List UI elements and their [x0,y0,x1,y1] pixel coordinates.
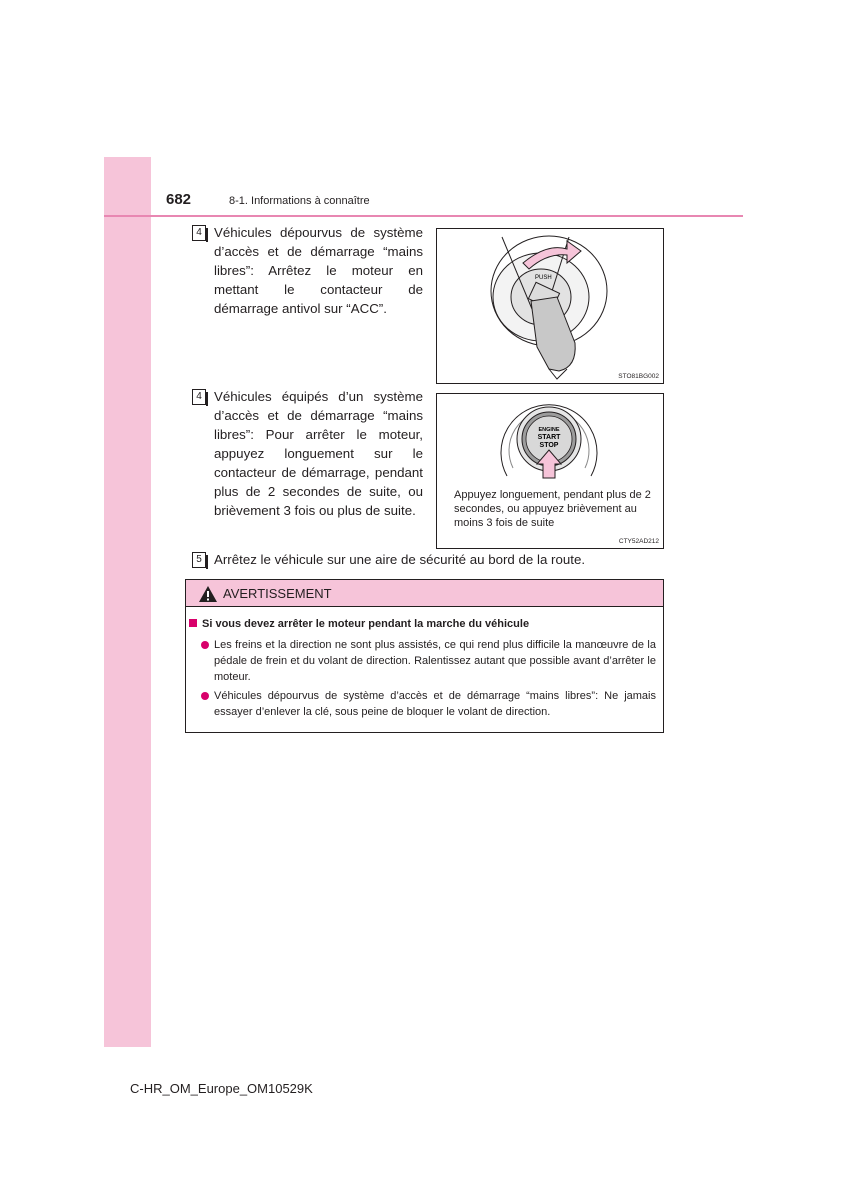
warning-title: AVERTISSEMENT [223,586,332,601]
header-rule [104,215,743,217]
warning-subtitle-text: Si vous devez arrêter le moteur pendant la marche du véhicule [202,618,530,630]
button-line: START [537,434,561,441]
step-number: 5 [192,552,206,568]
step-number: 4 [192,225,206,241]
step-text: Véhicules équipés d’un système d’accès et de démarrage “mains libres”: Pour arrêter le moteur, appuyez longuement sur le contacteur de démarrage, pendant plus de 2 secondes de suite, ou brièvement 3 fois ou plus de suite. [214,389,423,518]
figure-code: STO81BG002 [618,373,659,380]
figure-code: CTY52AD212 [618,538,659,545]
step-item [195,387,423,520]
section-title: 8-1. Informations à connaître [229,195,370,207]
warning-bullet [201,688,656,720]
warning-bullet [201,637,656,685]
step-item [195,223,423,318]
warning-bullet-text: Les freins et la direction ne sont plus assistés, ce qui rend plus difficile la manœuvre de la pédale de frein et du volant de direction. Ralentissez autant que possible avant d’arrêter le moteur. [214,639,656,683]
step-item [195,550,635,569]
page-number: 682 [166,191,192,208]
chapter-side-tab [104,157,151,1047]
warning-triangle-icon [198,585,218,603]
circle-bullet-icon [201,692,209,700]
warning-box [185,579,664,733]
circle-bullet-icon [201,641,209,649]
warning-bullet-text: Véhicules dépourvus de système d’accès et de démarrage “mains libres”: Ne jamais essayer d’enlever la clé, sous peine de bloquer le volant de direction. [214,690,656,718]
step-text: Arrêtez le véhicule sur une aire de sécurité au bord de la route. [214,552,586,567]
button-line: STOP [539,442,559,449]
ignition-key-illustration [437,229,663,383]
figure-caption: Appuyez longuement, pendant plus de 2 secondes, ou appuyez brièvement au moins 3 fois de suite [454,489,651,529]
step-text: Véhicules dépourvus de système d’accès et de démarrage “mains libres”: Arrêtez le moteur en mettant le contacteur de démarrage antivol sur “ACC”. [214,225,423,316]
document-id: C-HR_OM_Europe_OM10529K [130,1081,313,1096]
engine-start-stop-illustration [437,394,663,484]
button-line: ENGINE [538,427,560,433]
warning-header [186,580,663,607]
key-figure [436,228,664,384]
square-bullet-icon [189,619,197,627]
key-push-label: PUSH [535,275,552,281]
step-number: 4 [192,389,206,405]
warning-subtitle [189,618,529,630]
button-figure [436,393,664,549]
